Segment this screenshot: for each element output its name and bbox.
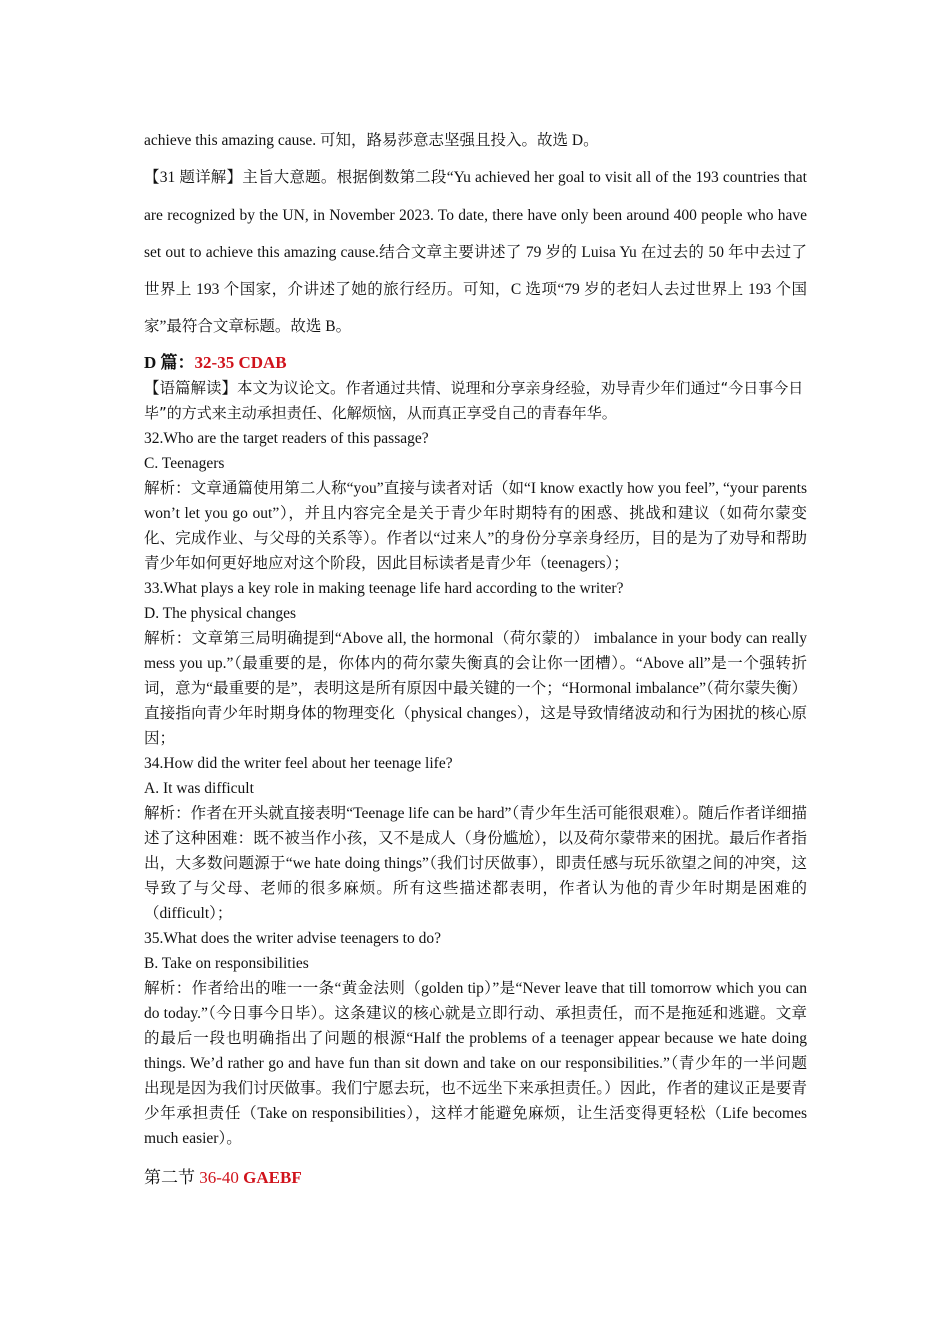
section-two-range: 36-40 (199, 1167, 244, 1187)
q33-analysis: 解析：文章第三局明确提到“Above all, the hormonal（荷尔蒙的） imbalance in your body can really mess you up.”（最重要的是，你体内的荷尔蒙失衡真的会让你一团槽）。“Above all”是一个强转折词，意为“最重要的是”，表明这是所有原因中最关键的一个；“Hormonal imbalance”（荷尔蒙失衡）直接指向青少年时期身体的物理变化（physical changes），这是导致情绪波动和行为困扰的核心原因； (144, 629, 807, 747)
q31-explanation (144, 159, 807, 345)
section-two-heading (144, 1165, 807, 1191)
q31-label: 【31 题详解】 (144, 169, 243, 187)
q35-answer: B. Take on responsibilities (144, 954, 309, 972)
q34-analysis: 解析：作者在开头就直接表明“Teenage life can be hard”（青少年生活可能很艰难）。随后作者详细描述了这种困难：既不被当作小孩，又不是成人（身份尴尬），以及荷尔蒙带来的困扰。最后作者指出，大多数问题源于“we hate doing things”（我们讨厌做事），即责任感与玩乐欲望之间的冲突，这导致了与父母、老师的很多麻烦。所有这些描述都表明，作者认为他的青少年时期是困难的（difficult）； (144, 804, 807, 922)
q35-question: 35.What does the writer advise teenagers to do? (144, 929, 441, 947)
summary-text: 作者通过共情、说理和分享亲身经验，劝导青少年们通过“今日事今日毕”的方式来主动承担责任、化解烦恼，从而真正享受自己的青春年华。 (144, 378, 804, 422)
q32-question: 32.Who are the target readers of this passage? (144, 429, 429, 447)
summary-lead: 本文为议论文。 (237, 379, 346, 397)
section-two-label: 第二节 (144, 1167, 200, 1187)
summary-label: 【语篇解读】 (144, 379, 238, 397)
q30-conclusion: achieve this amazing cause. 可知，路易莎意志坚强且投入。故选 D。 (144, 132, 599, 149)
q33-question: 33.What plays a key role in making teenage life hard according to the writer? (144, 579, 624, 597)
q31-text: 主旨大意题。根据倒数第二段“Yu achieved her goal to visit all of the 193 countries that are recognized by the UN, in November 2023. To date, there have only been around 400 people who have set out to achieve this amazing cause.结合文章主要讲述了 79 岁的 Luisa Yu 在过去的 50 年中去过了世界上 193 个国家，介讲述了她的旅行经历。可知，C 选项“79 岁的老妇人去过世界上 193 个国家”最符合文章标题。故选 B。 (144, 169, 807, 336)
q33-answer: D. The physical changes (144, 604, 297, 622)
section-d-answers: 32-35 CDAB (194, 352, 287, 372)
passage-summary (144, 376, 807, 426)
q32-answer: C. Teenagers (144, 454, 225, 472)
q35-analysis: 解析：作者给出的唯一一条“黄金法则（golden tip）”是“Never leave that till tomorrow which you can do today.”（今日事今日毕）。这条建议的核心就是立即行动、承担责任，而不是拖延和逃避。文章的最后一段也明确指出了问题的根源“Half the problems of a teenager appear because we hate doing things. We’d rather go and have fun than sit down and take on our responsibilities.”（青少年的一半问题出现是因为我们讨厌做事。我们宁愿去玩，也不远坐下来承担责任。）因此，作者的建议正是要青少年承担责任（Take on responsibilities），这样才能避免麻烦，让生活变得更轻松（Life becomes much easier）。 (144, 979, 807, 1147)
q34-question: 34.How did the writer feel about her teenage life? (144, 754, 453, 772)
section-two-answers: GAEBF (243, 1167, 302, 1187)
document-page (144, 122, 807, 1191)
q32-analysis: 解析：文章通篇使用第二人称“you”直接与读者对话（如“I know exactly how you feel”, “your parents won’t let you go out”），并且内容完全是关于青少年时期特有的困惑、挑战和建议（如荷尔蒙变化、完成作业、与父母的关系等）。作者以“过来人”的身份分享亲身经历，目的是为了劝导和帮助青少年如何更好地应对这个阶段，因此目标读者是青少年（teenagers）； (144, 479, 807, 572)
section-d-heading (144, 350, 807, 376)
previous-passage-block (144, 122, 807, 346)
section-d-body (144, 376, 807, 1151)
section-d-title: D 篇： (144, 352, 195, 372)
q34-answer: A. It was difficult (144, 779, 254, 797)
